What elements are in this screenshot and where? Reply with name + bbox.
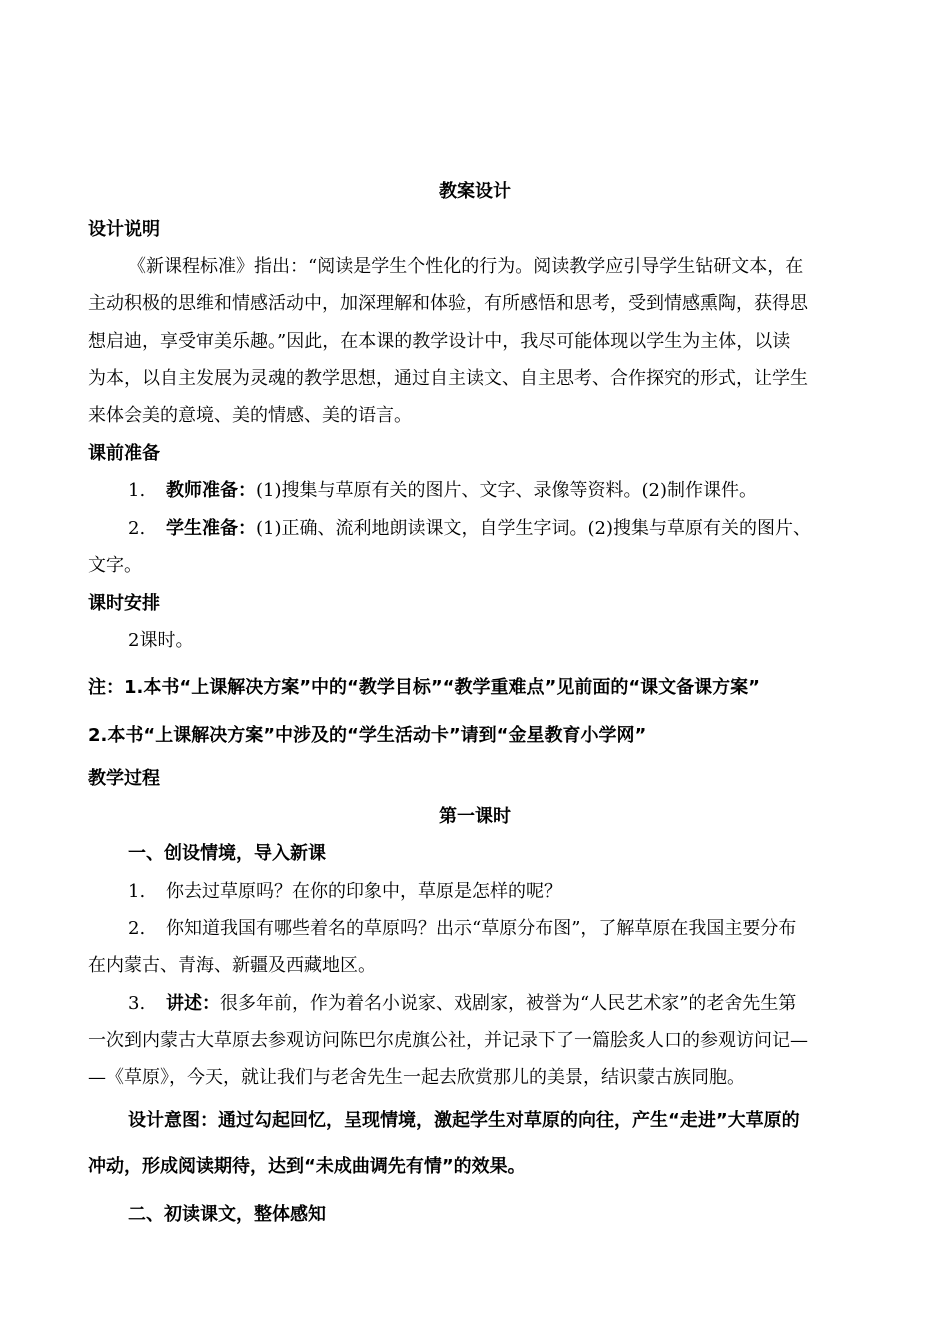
- document-title: 教案设计: [439, 181, 511, 202]
- list-item: [128, 479, 757, 503]
- note-line: 注：1.本书“上课解决方案”中的“教学目标”“教学重难点”见前面的“课文备课方案”: [88, 677, 760, 698]
- list-label: 讲述：: [166, 993, 220, 1014]
- list-item-continuation: 一次到内蒙古大草原去参观访问陈巴尔虎旗公社，并记录下了一篇脍炙人口的参观访问记—: [88, 1030, 808, 1051]
- list-item: [128, 917, 796, 941]
- list-text: 很多年前，作为着名小说家、戏剧家，被誉为“人民艺术家”的老舍先生第: [220, 993, 797, 1014]
- list-item: [128, 517, 811, 541]
- section-heading-process: 教学过程: [88, 768, 160, 789]
- list-text: 你去过草原吗？在你的印象中，草原是怎样的呢？: [166, 881, 562, 902]
- paragraph-line: 来体会美的意境、美的情感、美的语言。: [88, 405, 412, 426]
- lesson-title: 第一课时: [439, 806, 511, 827]
- list-label: 学生准备：: [166, 518, 256, 539]
- note-line: 2.本书“上课解决方案”中涉及的“学生活动卡”请到“金星教育小学网”: [88, 725, 647, 746]
- list-number: 2.: [128, 918, 146, 939]
- list-label: 教师准备：: [166, 480, 256, 501]
- list-item: [128, 992, 796, 1016]
- list-number: 1.: [128, 480, 146, 501]
- list-text: (1)正确、流利地朗读课文，自学生字词。(2)搜集与草原有关的图片、: [256, 518, 811, 539]
- section-heading-schedule: 课时安排: [88, 593, 160, 614]
- part-heading: 二、初读课文，整体感知: [128, 1204, 326, 1225]
- section-heading-design-notes: 设计说明: [88, 219, 160, 240]
- list-text: 你知道我国有哪些着名的草原吗？出示“草原分布图”，了解草原在我国主要分布: [166, 918, 797, 939]
- paragraph-line: 为本，以自主发展为灵魂的教学思想，通过自主读文、自主思考、合作探究的形式，让学生: [88, 368, 808, 389]
- part-heading: 一、创设情境，导入新课: [128, 843, 326, 864]
- section-heading-preparation: 课前准备: [88, 443, 160, 464]
- list-text: (1)搜集与草原有关的图片、文字、录像等资料。(2)制作课件。: [256, 480, 757, 501]
- list-item-continuation: 文字。: [88, 555, 142, 576]
- schedule-text: 2课时。: [128, 630, 194, 651]
- list-item-continuation: —《草原》，今天，就让我们与老舍先生一起去欣赏那儿的美景，结识蒙古族同胞。: [88, 1067, 745, 1088]
- list-number: 1.: [128, 881, 146, 902]
- list-item-continuation: 在内蒙古、青海、新疆及西藏地区。: [88, 955, 376, 976]
- design-intent-line: 冲动，形成阅读期待，达到“未成曲调先有情”的效果。: [88, 1156, 526, 1177]
- list-number: 3.: [128, 993, 146, 1014]
- list-number: 2.: [128, 518, 146, 539]
- paragraph-line: 想启迪，享受审美乐趣。”因此，在本课的教学设计中，我尽可能体现以学生为主体，以读: [88, 331, 791, 352]
- design-intent-line: 设计意图：通过勾起回忆，呈现情境，激起学生对草原的向往，产生“走进”大草原的: [128, 1110, 800, 1131]
- paragraph-line: 主动积极的思维和情感活动中，加深理解和体验，有所感悟和思考，受到情感熏陶，获得思: [88, 293, 808, 314]
- list-item: [128, 880, 562, 904]
- paragraph-line: 《新课程标准》指出：“阅读是学生个性化的行为。阅读教学应引导学生钻研文本，在: [128, 256, 804, 277]
